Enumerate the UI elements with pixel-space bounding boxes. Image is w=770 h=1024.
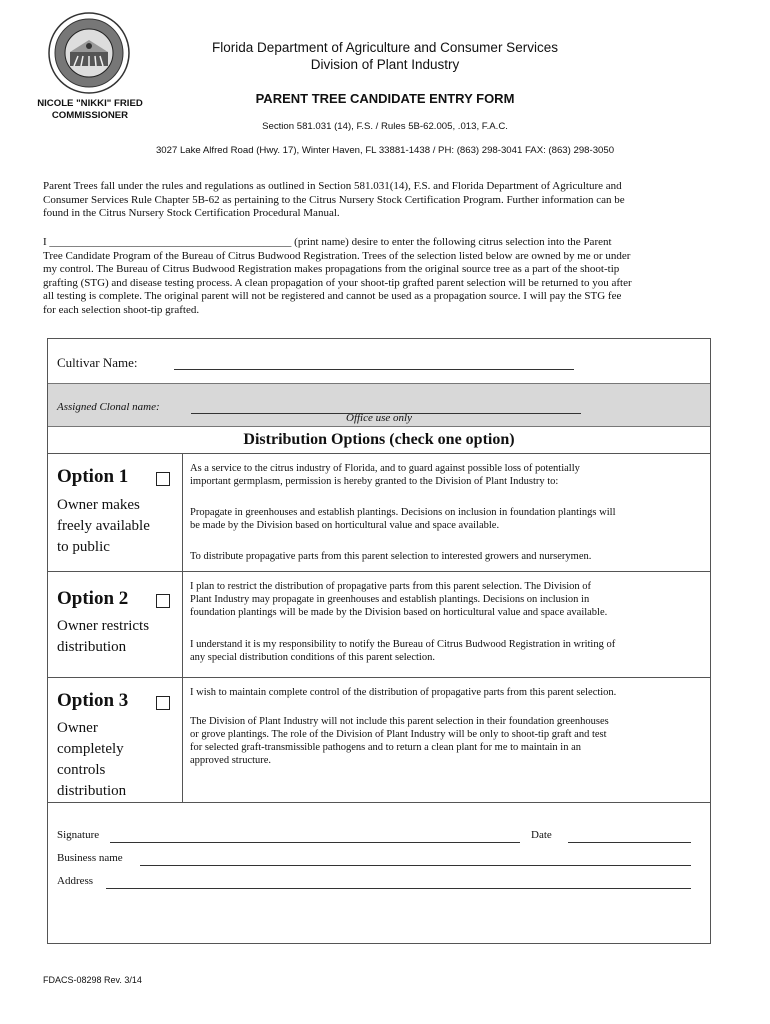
form-number: FDACS-08298 Rev. 3/14 (43, 975, 142, 985)
option-3-desc-line: distribution (57, 783, 127, 799)
address-label: Address (57, 875, 94, 887)
option-1-title: Option 1 (57, 466, 129, 487)
option-1-line: Propagate in greenhouses and establish plantings. Decisions on inclusion in foundation plantings will (190, 507, 616, 518)
business-name-field[interactable] (140, 865, 691, 866)
option-1-line: be made by the Division based on horticultural value and space available. (190, 520, 500, 531)
option-1-row (48, 453, 710, 571)
date-label: Date (531, 829, 552, 841)
option-2-label-cell (48, 572, 183, 677)
option-3-desc-line: Owner (57, 720, 98, 736)
statement-paragraph (43, 236, 723, 318)
option-3-desc-line: controls (57, 762, 106, 778)
option-1-line: To distribute propagative parts from this parent selection to interested growers and nurserymen. (190, 551, 592, 562)
option-1-desc-line: Owner makes (57, 497, 140, 513)
option-2-line: I understand it is my responsibility to notify the Bureau of Citrus Budwood Registration in writing of (190, 639, 616, 650)
option-3-line: I wish to maintain complete control of the distribution of propagative parts from this parent selection. (190, 687, 617, 698)
option-2-title: Option 2 (57, 588, 129, 609)
option-1-desc-line: to public (57, 539, 110, 555)
option-2-line: I plan to restrict the distribution of propagative parts from this parent selection. The Division of (190, 581, 592, 592)
form-box (47, 338, 711, 944)
statement-line: for each selection shoot-tip grafted. (43, 303, 200, 316)
option-3-title: Option 3 (57, 690, 129, 711)
option-1-paragraph (190, 462, 705, 488)
clonal-name-label: Assigned Clonal name: (57, 401, 160, 413)
option-2-paragraph (190, 638, 705, 664)
option-1-paragraph (190, 506, 705, 532)
commissioner-title: COMMISSIONER (51, 110, 129, 121)
signature-label: Signature (57, 829, 100, 841)
division-name: Division of Plant Industry (310, 57, 460, 72)
statement-line: Tree Candidate Program of the Bureau of Citrus Budwood Registration. Trees of the selection listed below are owned by me or under (43, 249, 631, 262)
option-2-desc-line: distribution (57, 639, 127, 655)
option-2-line: any special distribution conditions of this parent selection. (190, 652, 435, 663)
option-3-line: for selected graft-transmissible pathogens and to return a clean plant for me to maintain in an (190, 742, 581, 753)
department-name: Florida Department of Agriculture and Consumer Services (212, 40, 558, 55)
commissioner-name: NICOLE "NIKKI" FRIED (37, 98, 143, 109)
cultivar-row (48, 339, 710, 383)
cultivar-name-field[interactable] (174, 369, 574, 370)
option-1-description (57, 495, 177, 558)
option-3-checkbox[interactable] (156, 696, 170, 710)
florida-agriculture-seal-icon (48, 12, 130, 94)
intro-line: found in the Citrus Nursery Stock Certification Procedural Manual. (43, 207, 340, 220)
commissioner-block (20, 98, 160, 122)
department-heading (170, 39, 600, 73)
option-2-paragraph (190, 580, 705, 619)
statute-reference: Section 581.031 (14), F.S. / Rules 5B-62.005, .013, F.A.C. (262, 121, 508, 132)
intro-paragraph (43, 180, 723, 221)
option-3-desc-line: completely (57, 741, 124, 757)
intro-line: Parent Trees fall under the rules and regulations as outlined in Section 581.031(14), F.S. and Florida Department of Agriculture and (43, 180, 622, 192)
office-use-section (48, 383, 710, 427)
option-2-desc-line: Owner restricts (57, 618, 150, 634)
option-1-checkbox[interactable] (156, 472, 170, 486)
option-2-checkbox[interactable] (156, 594, 170, 608)
address-field[interactable] (106, 888, 691, 889)
statement-line: grafting (STG) and disease testing process. A clean propagation of your shoot-tip grafted parent selection will be returned to you after (43, 276, 632, 289)
office-use-label: Office use only (346, 412, 412, 424)
option-2-row (48, 571, 710, 677)
option-3-line: approved structure. (190, 755, 272, 766)
option-1-line: As a service to the citrus industry of Florida, and to guard against possible loss of potentially (190, 463, 580, 474)
form-title: PARENT TREE CANDIDATE ENTRY FORM (255, 91, 515, 106)
option-1-desc-line: freely available (57, 518, 150, 534)
statement-line-print-name[interactable]: I ____________________________________________ (print name) desire to enter the following citrus selection into the Parent (43, 236, 612, 248)
option-3-line: or grove plantings. The role of the Division of Plant Industry will be only to shoot-tip graft and test (190, 729, 607, 740)
business-name-label: Business name (57, 852, 123, 864)
signature-field[interactable] (110, 842, 520, 843)
option-3-description (57, 718, 177, 802)
option-3-line: The Division of Plant Industry will not include this parent selection in their foundation greenhouses (190, 716, 609, 727)
option-2-line: Plant Industry may propagate in greenhouses and establish plantings. Decisions on inclusion in (190, 594, 590, 605)
option-1-label-cell (48, 454, 183, 571)
intro-line: Consumer Services Rule Chapter 5B-62 as pertaining to the Citrus Nursery Stock Certification Program. Further information can be (43, 193, 625, 206)
option-3-paragraph (190, 686, 705, 699)
distribution-options-title: Distribution Options (check one option) (243, 431, 515, 448)
option-1-paragraph (190, 550, 705, 563)
option-3-label-cell (48, 678, 183, 802)
option-2-description (57, 616, 177, 658)
cultivar-name-label: Cultivar Name: (57, 355, 138, 370)
option-3-paragraph (190, 715, 705, 767)
option-1-line: important germplasm, permission is hereby granted to the Division of Plant Industry to: (190, 476, 559, 487)
option-2-line: foundation plantings will be made by the Division based on horticultural value and space available. (190, 607, 608, 618)
date-field[interactable] (568, 842, 691, 843)
office-address: 3027 Lake Alfred Road (Hwy. 17), Winter Haven, FL 33881-1438 / PH: (863) 298-3041 FAX: (863) 298-3050 (155, 145, 615, 156)
option-3-row (48, 677, 710, 803)
statement-line: all testing is complete. The original parent will not be registered and cannot be used as a propagation source. I will pay the STG fee (43, 290, 622, 303)
statement-line: my control. The Bureau of Citrus Budwood Registration makes propagations from the original source tree as a part of the shoot-tip (43, 263, 620, 276)
